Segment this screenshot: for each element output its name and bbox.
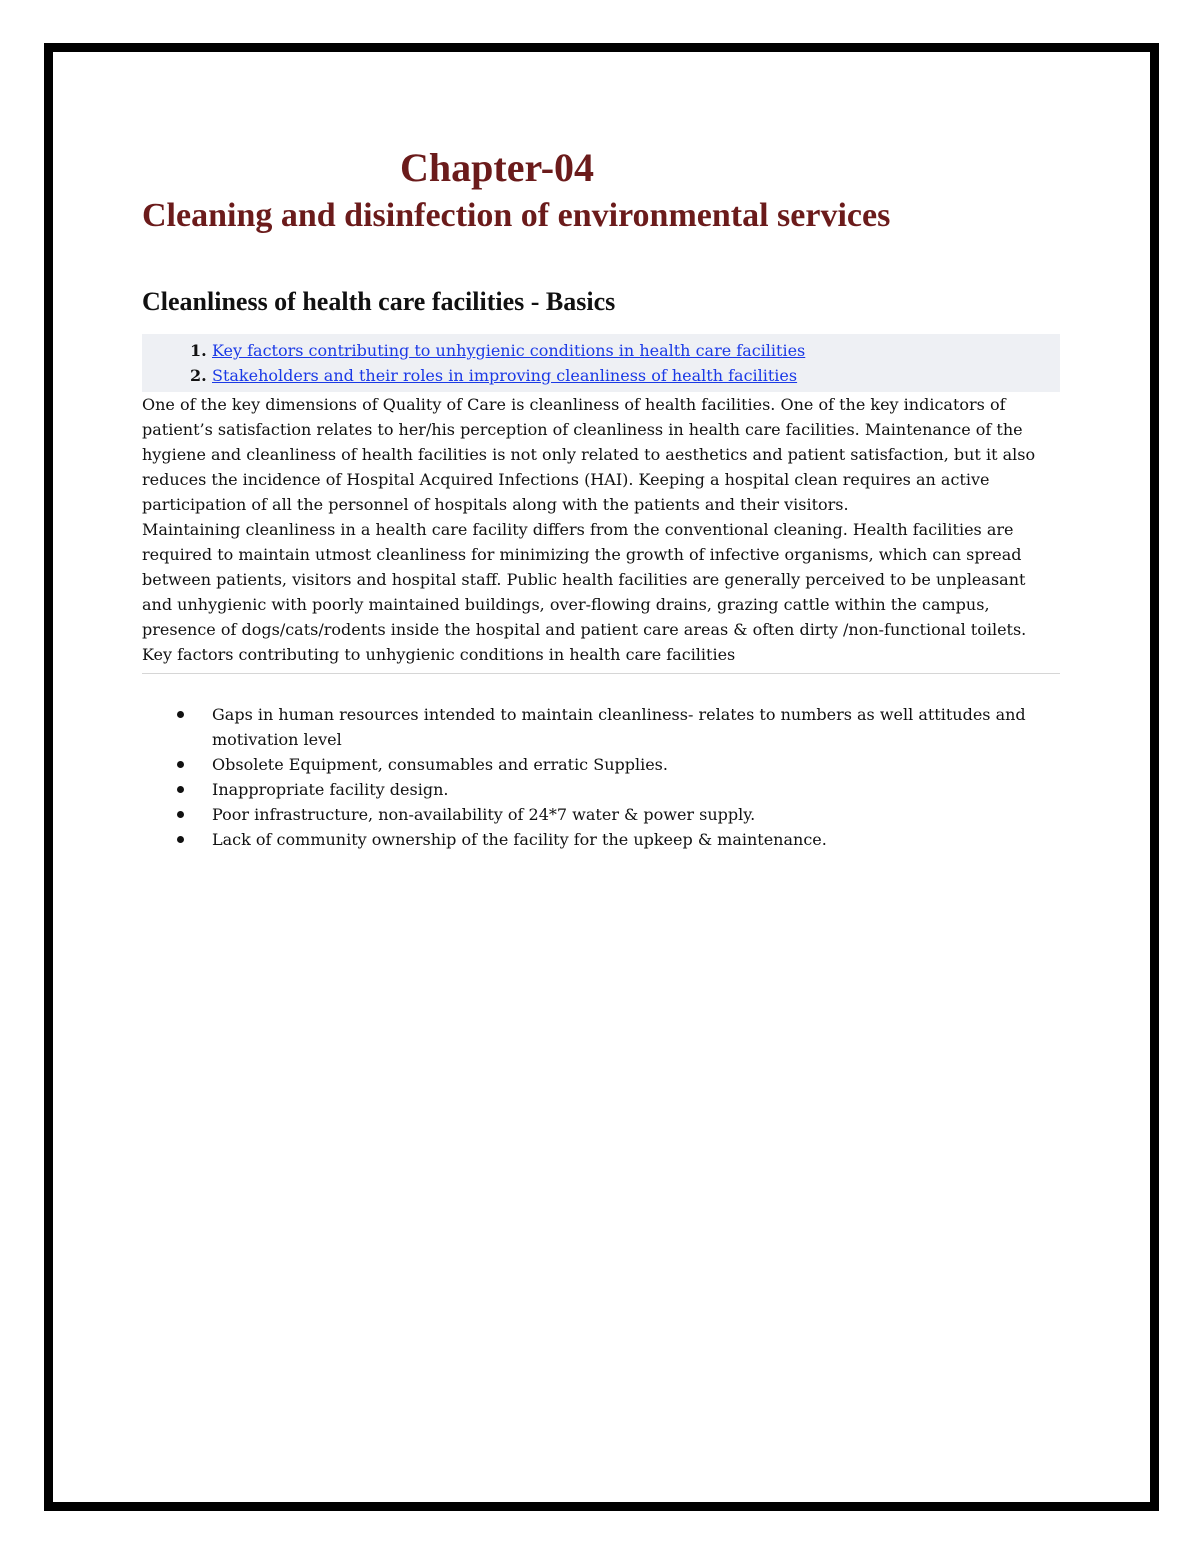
toc-link-key-factors[interactable]: Key factors contributing to unhygienic conditions in health care facilities (212, 341, 806, 360)
chapter-subtitle: Cleaning and disinfection of environmental services (142, 197, 891, 234)
toc-item (142, 363, 1060, 388)
key-factors-list (142, 702, 1060, 852)
toc-number: 2. (190, 366, 207, 385)
paragraph-maintaining-cleanliness: Maintaining cleanliness in a health care facility differs from the conventional cleaning. Health facilities are required to maintain utmost cleanliness for minimizing the growth of infective organisms, which can spread between patients, visitors and hospital staff. Public health facilities are generally perceived to be unpleasant and unhygienic with poorly maintained buildings, over-flowing drains, grazing cattle within the campus, presence of dogs/cats/rodents inside the hospital and patient care areas & often dirty /non-functional toilets. (142, 520, 1027, 639)
paragraph-quality-of-care: One of the key dimensions of Quality of Care is cleanliness of health facilities. One of the key indicators of patient’s satisfaction relates to her/his perception of cleanliness in health care facilities. Maintenance of the hygiene and cleanliness of health facilities is not only related to aesthetics and patient satisfaction, but it also reduces the incidence of Hospital Acquired Infections (HAI). Keeping a hospital clean requires an active participation of all the personnel of hospitals along with the patients and their visitors. (142, 395, 1036, 514)
toc-item (142, 338, 1060, 363)
bullet-icon (142, 702, 212, 752)
bullet-icon (142, 802, 212, 827)
list-item: Lack of community ownership of the facility for the upkeep & maintenance. (142, 827, 1060, 852)
list-item: Inappropriate facility design. (142, 777, 1060, 802)
list-item: Obsolete Equipment, consumables and erratic Supplies. (142, 752, 1060, 777)
table-of-contents (142, 334, 1060, 392)
list-item: Gaps in human resources intended to maintain cleanliness- relates to numbers as well attitudes and motivation level (142, 702, 1060, 752)
toc-link-stakeholders[interactable]: Stakeholders and their roles in improving cleanliness of health facilities (212, 366, 798, 385)
bullet-icon (142, 777, 212, 802)
section-heading: Cleanliness of health care facilities - Basics (142, 287, 616, 316)
paragraph-key-factors-heading: Key factors contributing to unhygienic conditions in health care facilities (142, 645, 736, 664)
divider (142, 673, 1060, 674)
list-item: Poor infrastructure, non-availability of 24*7 water & power supply. (142, 802, 1060, 827)
chapter-title: Chapter-04 (400, 145, 595, 190)
bullet-icon (142, 752, 212, 777)
document-content (142, 140, 1060, 852)
toc-number: 1. (190, 341, 207, 360)
bullet-icon (142, 827, 212, 852)
